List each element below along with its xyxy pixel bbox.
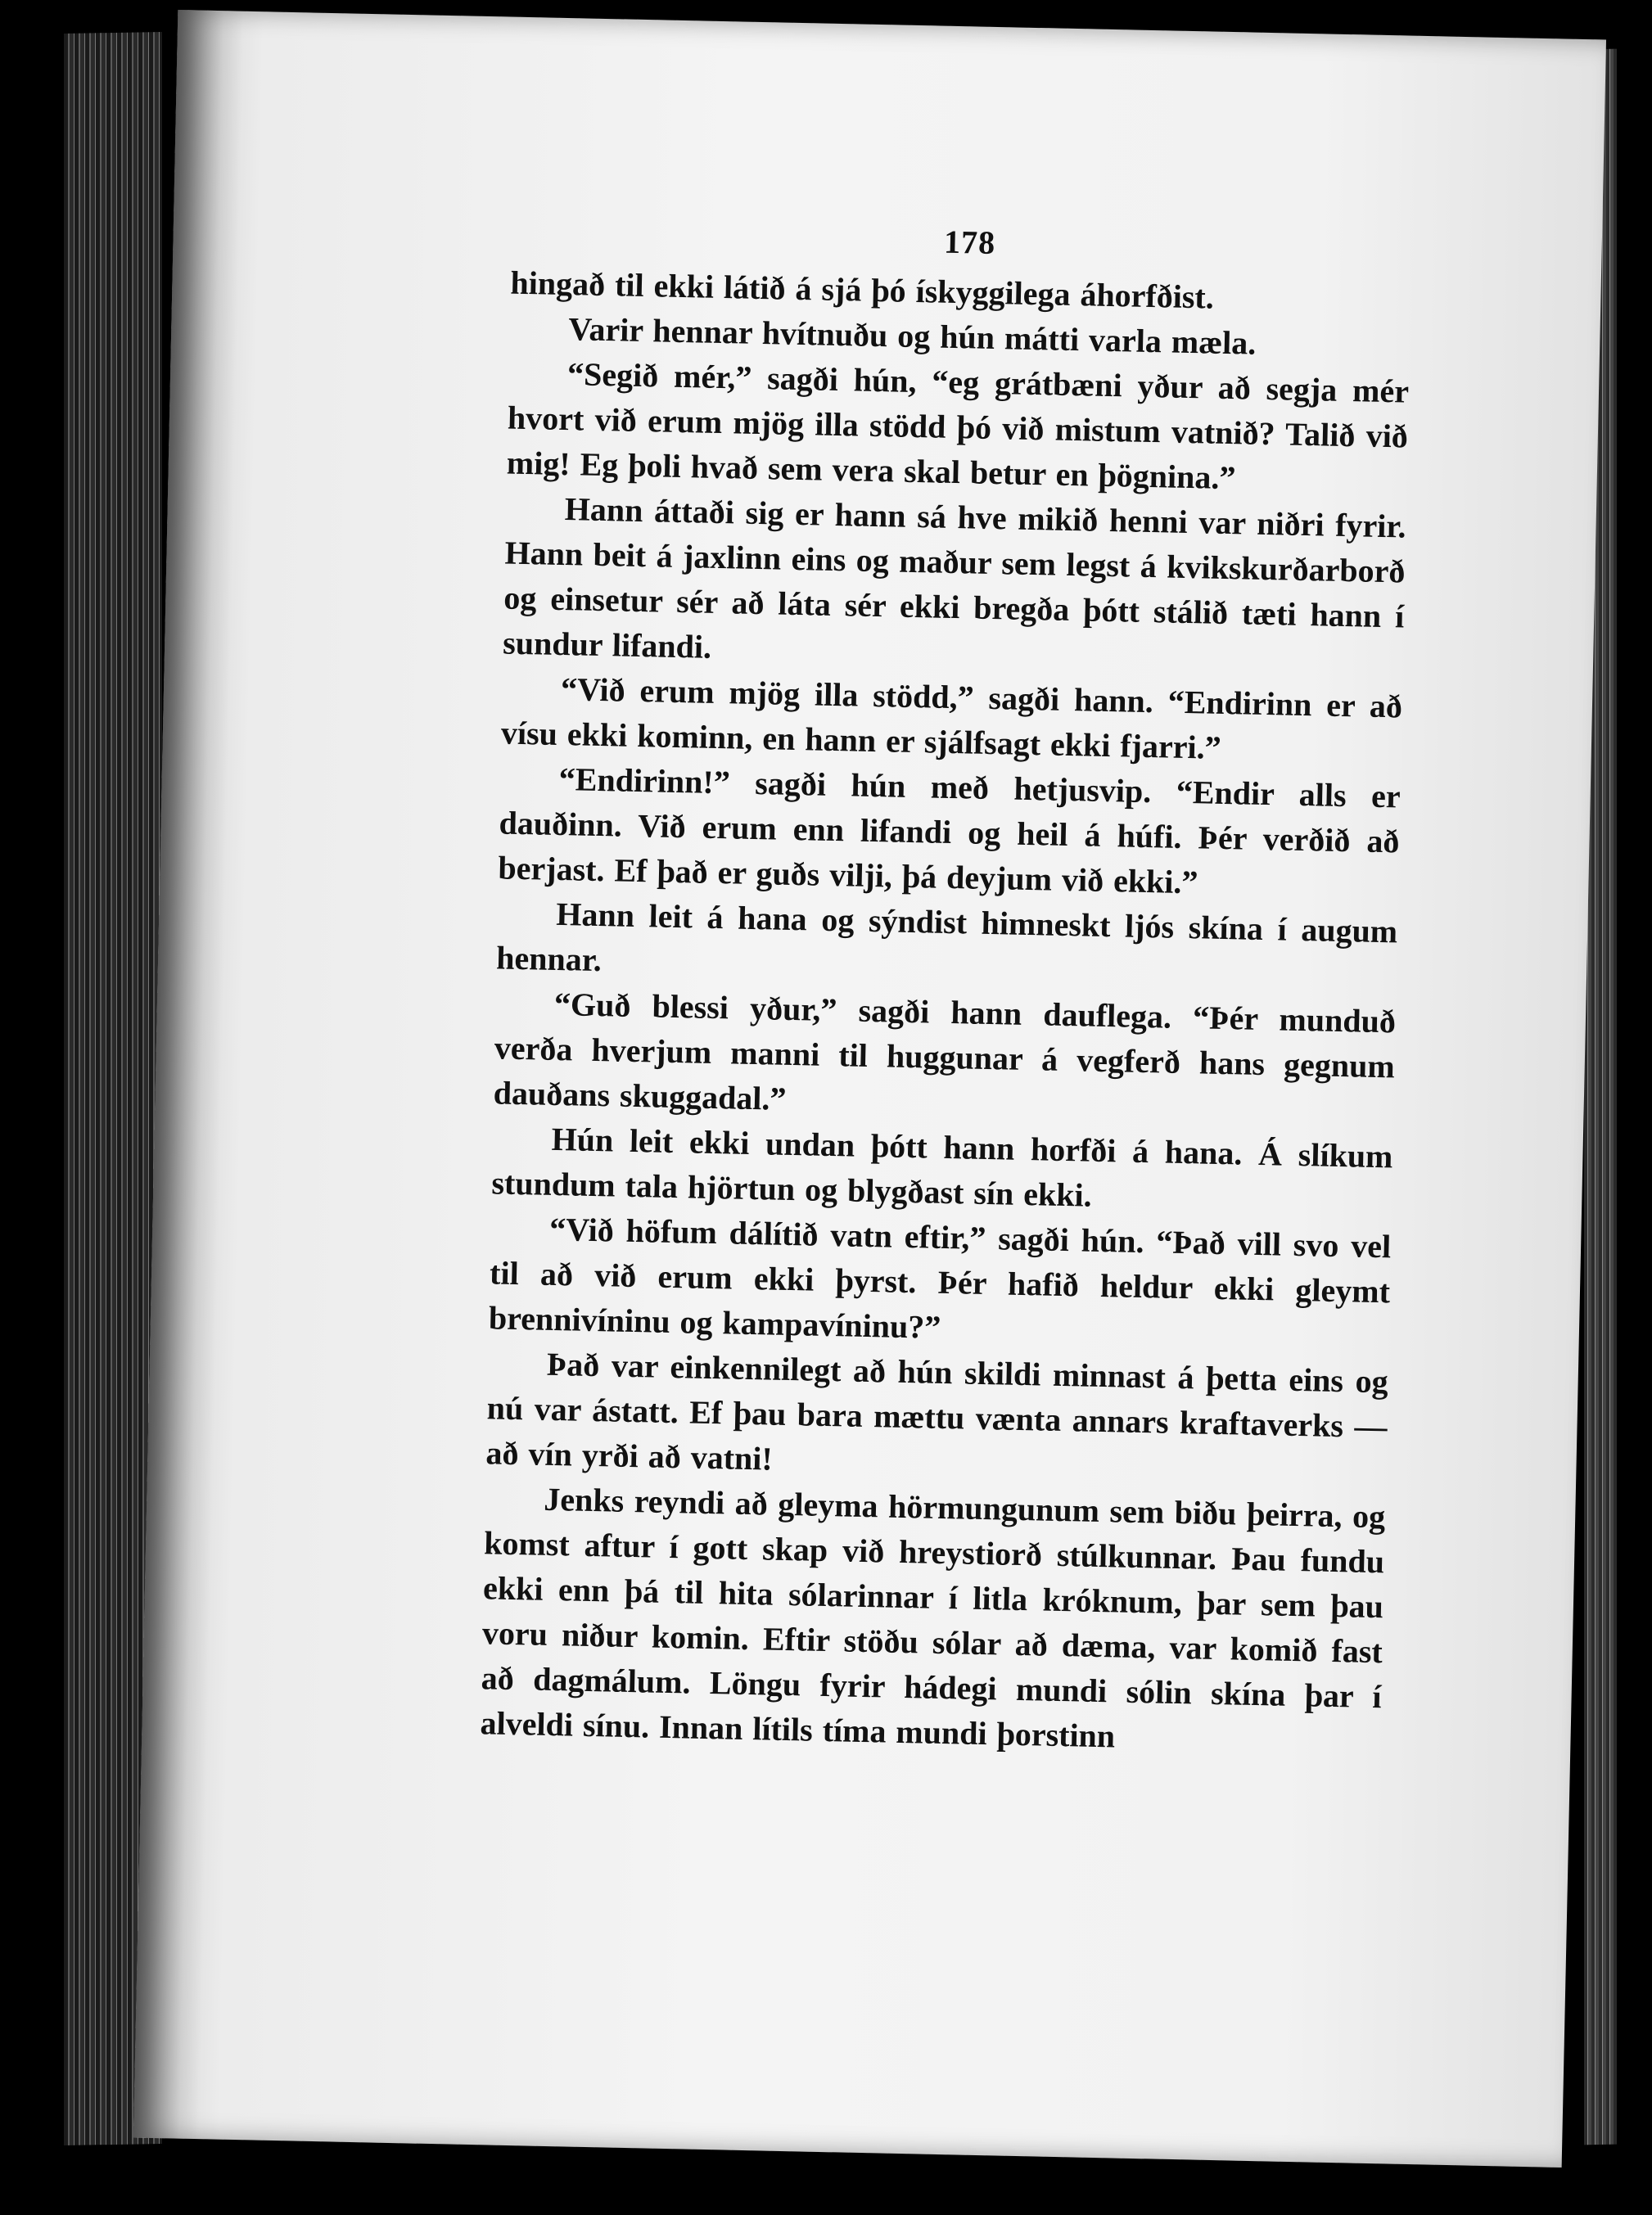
- paragraph: “Endirinn!” sagði hún með hetjusvip. “Endir alls er dauðinn. Við erum enn lifandi og heil á húfi. Þér verðið að berjast. Ef það er guðs vilji, þá deyjum við ekki.”: [498, 760, 1401, 901]
- paragraph: Hann áttaði sig er hann sá hve mikið henni var niðri fyrir. Hann beit á jaxlinn eins og maður sem legst á kvikskurðarborð og einsetur sér að láta sér ekki bregða þótt stálið tæti hann í sundur lifandi.: [502, 490, 1407, 665]
- paragraph: Varir hennar hvítnuðu og hún mátti varla mæla.: [567, 310, 1257, 362]
- paragraph: “Guð blessi yður,” sagði hann dauflega. “Þér munduð verða hverjum manni til huggunar á vegferð hans gegnum dauðans skuggadal.”: [493, 985, 1397, 1117]
- page-number: 178: [943, 223, 996, 261]
- book-page: [133, 10, 1606, 2168]
- paragraph: hingað til ekki látið á sjá þó ískyggilega áhorfðist.: [510, 264, 1215, 316]
- paragraph: Það var einkennilegt að hún skildi minnast á þetta eins og nú var ástatt. Ef þau bara mættu vænta annars kraftaverks — að vín yrði að vatni!: [485, 1345, 1389, 1477]
- paragraph: Jenks reyndi að gleyma hörmungunum sem biðu þeirra, og komst aftur í gott skap við hreystiorð stúlkunnar. Þau fundu ekki enn þá til hita sólarinnar í litla króknum, þar sem þau voru niður komin. Eftir stöðu sólar að dæma, var komið fast að dagmálum. Löngu fyrir hádegi mundi sólin skína þar í alveldi sínu. Innan lítils tíma mundi þorstinn: [480, 1480, 1386, 1755]
- paragraph: “Við höfum dálítið vatn eftir,” sagði hún. “Það vill svo vel til að við erum ekki þyrst. Þér hafið heldur ekki gleymt brennivíninu og kampavíninu?”: [488, 1210, 1392, 1346]
- paragraph: “Segið mér,” sagði hún, “eg grátbæni yður að segja mér hvort við erum mjög illa stödd þó við mistum vatnið? Talið við mig! Eg þoli hvað sem vera skal betur en þögnina.”: [506, 355, 1410, 497]
- paragraph: Hún leit ekki undan þótt hann horfði á hana. Á slíkum stundum tala hjörtun og blygðast sín ekki.: [491, 1120, 1393, 1214]
- paragraph: Hann leit á hana og sýndist himneskt ljós skína í augum hennar.: [495, 895, 1398, 979]
- text-block: [480, 214, 1412, 1765]
- paragraph: “Við erum mjög illa stödd,” sagði hann. “Endirinn er að vísu ekki kominn, en hann er sjálfsagt ekki fjarri.”: [500, 670, 1403, 766]
